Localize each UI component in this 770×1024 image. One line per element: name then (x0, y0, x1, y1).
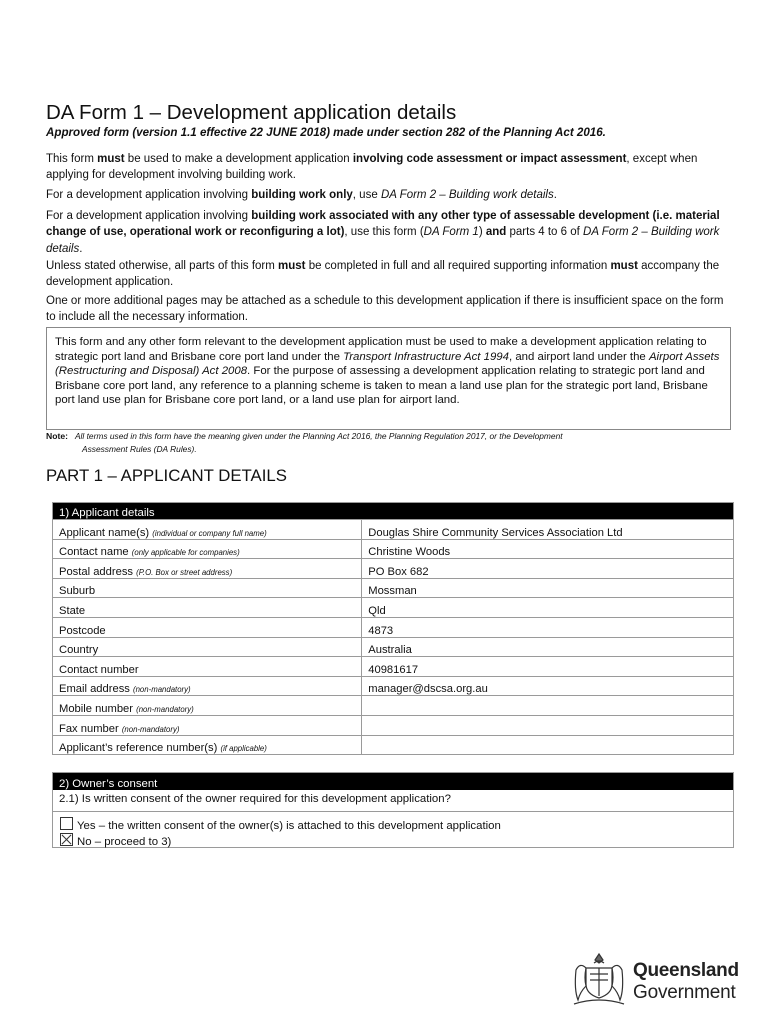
field-value[interactable]: Qld (362, 598, 734, 618)
logo-word-government: Government (633, 982, 736, 1003)
intro-paragraph-4: Unless stated otherwise, all parts of this form must be completed in full and all required supporting information must accompany the development application. (46, 260, 720, 289)
table-row (53, 598, 734, 618)
field-value[interactable]: Australia (362, 637, 734, 657)
table-row (53, 696, 734, 716)
field-label: Email address (non-mandatory) (53, 676, 362, 696)
note-line-2: Assessment Rules (DA Rules). (82, 444, 197, 454)
table-row (53, 676, 734, 696)
applicant-details-section-title: 1) Applicant details (53, 503, 734, 520)
field-value[interactable] (362, 735, 734, 755)
field-label: Postal address (P.O. Box or street address) (53, 559, 362, 579)
part-1-heading: PART 1 – APPLICANT DETAILS (46, 466, 287, 485)
queensland-government-logo (568, 948, 743, 1008)
table-row (53, 637, 734, 657)
field-label: Contact name (only applicable for companies) (53, 539, 362, 559)
divider (53, 811, 733, 812)
field-label: Applicant name(s) (individual or company full name) (53, 520, 362, 540)
owners-consent-question: 2.1) Is written consent of the owner required for this development application? (59, 793, 451, 805)
field-label: State (53, 598, 362, 618)
table-row (53, 539, 734, 559)
field-label: Suburb (53, 578, 362, 598)
note-line-1: Note: All terms used in this form have the meaning given under the Planning Act 2016, the Planning Regulation 2017, or the Development (46, 431, 563, 441)
intro-paragraph-1: This form must be used to make a development application involving code assessment or impact assessment, except when applying for development involving building work. (46, 153, 698, 182)
table-row (53, 735, 734, 755)
field-hint: (non-mandatory) (121, 724, 180, 734)
field-label: Country (53, 637, 362, 657)
field-label: Applicant’s reference number(s) (if applicable) (53, 735, 362, 755)
field-hint: (P.O. Box or street address) (136, 567, 233, 577)
field-hint: (non-mandatory) (133, 685, 191, 695)
coat-of-arms-icon (568, 948, 630, 1010)
field-hint: (only applicable for companies) (131, 548, 240, 558)
consent-option-yes[interactable]: Yes – the written consent of the owner(s) is attached to this development application (60, 817, 501, 832)
consent-option-no[interactable]: No – proceed to 3) (60, 833, 171, 848)
section-header-row (53, 503, 734, 520)
field-label: Fax number (non-mandatory) (53, 715, 362, 735)
field-label: Contact number (53, 657, 362, 677)
field-value[interactable] (362, 715, 734, 735)
field-label: Postcode (53, 617, 362, 637)
intro-paragraph-2: For a development application involving building work only, use DA Form 2 – Building work details. (46, 189, 557, 201)
intro-paragraph-3: For a development application involving building work associated with any other type of assessable development (i.e. material change of use, operational work or reconfiguring a lot), use this form (DA Form 1) and parts 4 to 6 of DA Form 2 – Building work details. (46, 210, 720, 255)
field-hint: (if applicable) (220, 744, 267, 754)
field-value[interactable]: PO Box 682 (362, 559, 734, 579)
owners-consent-section-title: 2) Owner’s consent (53, 773, 733, 790)
field-value[interactable]: 4873 (362, 617, 734, 637)
form-subtitle: Approved form (version 1.1 effective 22 JUNE 2018) made under section 282 of the Planning Act 2016. (46, 126, 606, 139)
field-hint: (non-mandatory) (136, 704, 194, 714)
checkbox-yes[interactable] (60, 817, 73, 830)
form-title: DA Form 1 – Development application details (46, 101, 457, 124)
logo-word-queensland: Queensland (633, 960, 739, 981)
port-land-notice: This form and any other form relevant to the development application must be used to make a development application relating to strategic port land and Brisbane core port land under the Transport Infrastructure Act 1994, and airport land under the Airport Assets (Restructuring and Disposal) Act 2008. For the purpose of assessing a development application relating to strategic port land and Brisbane core port land, any reference to a planning scheme is taken to mean a land use plan for the strategic port land, Brisbane port land use plan for Brisbane core port land, or a land use plan for airport land. (46, 327, 731, 430)
table-row (53, 578, 734, 598)
field-value[interactable]: Douglas Shire Community Services Association Ltd (362, 520, 734, 540)
field-label: Mobile number (non-mandatory) (53, 696, 362, 716)
intro-paragraph-5: One or more additional pages may be attached as a schedule to this development application if there is insufficient space on the form to include all the necessary information. (46, 295, 724, 324)
field-hint: (individual or company full name) (152, 528, 267, 538)
field-value[interactable] (362, 696, 734, 716)
field-value[interactable]: manager@dscsa.org.au (362, 676, 734, 696)
table-row (53, 657, 734, 677)
table-row (53, 617, 734, 637)
checkbox-no[interactable] (60, 833, 73, 846)
table-row (53, 715, 734, 735)
applicant-details-table (52, 502, 734, 755)
field-value[interactable]: Mossman (362, 578, 734, 598)
note-label: Note: (46, 431, 68, 441)
owners-consent-section (52, 772, 734, 848)
field-value[interactable]: 40981617 (362, 657, 734, 677)
table-row (53, 559, 734, 579)
table-row (53, 520, 734, 540)
field-value[interactable]: Christine Woods (362, 539, 734, 559)
